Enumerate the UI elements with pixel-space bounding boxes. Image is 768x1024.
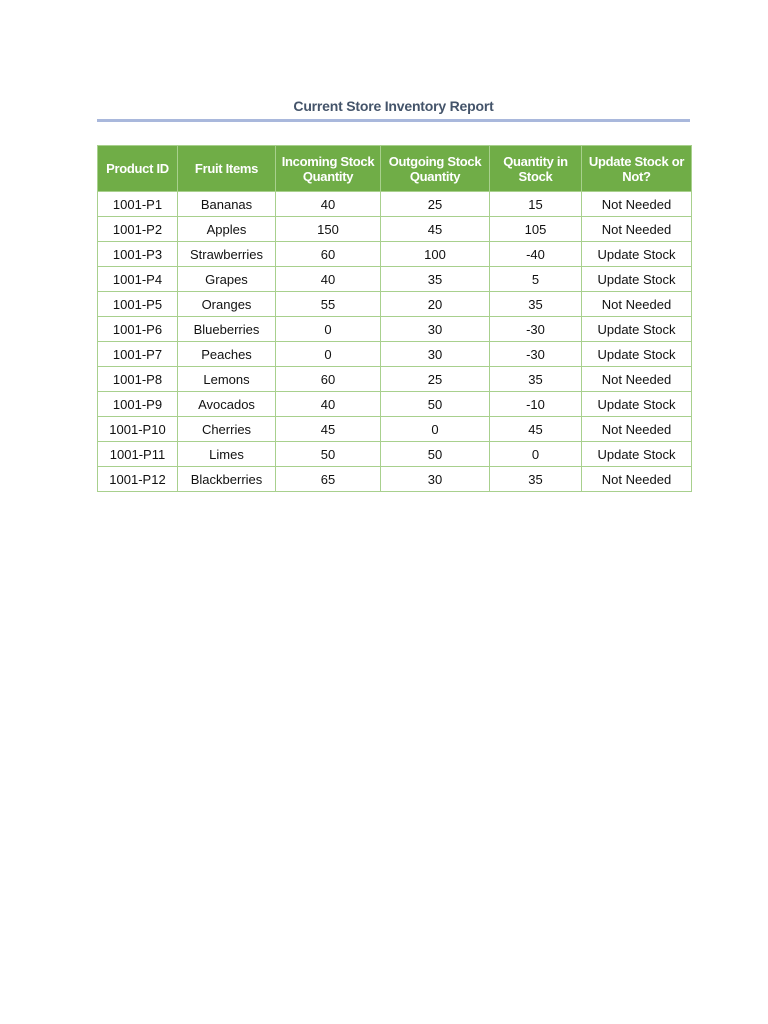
table-row	[98, 267, 692, 292]
in-stock-qty-cell: 35	[490, 367, 582, 392]
outgoing-qty-cell: 35	[381, 267, 490, 292]
header-product-id: Product ID	[98, 146, 178, 192]
title-underline	[97, 119, 690, 122]
header-outgoing-stock: Outgoing Stock Quantity	[381, 146, 490, 192]
table-row	[98, 292, 692, 317]
fruit-item-cell: Oranges	[178, 292, 276, 317]
inventory-table	[97, 145, 692, 492]
table-row	[98, 442, 692, 467]
in-stock-qty-cell: -30	[490, 317, 582, 342]
fruit-item-cell: Lemons	[178, 367, 276, 392]
header-quantity-in-stock: Quantity in Stock	[490, 146, 582, 192]
header-update-stock: Update Stock or Not?	[582, 146, 692, 192]
outgoing-qty-cell: 100	[381, 242, 490, 267]
update-status-cell: Not Needed	[582, 217, 692, 242]
in-stock-qty-cell: 105	[490, 217, 582, 242]
incoming-qty-cell: 45	[276, 417, 381, 442]
product-id-cell: 1001-P5	[98, 292, 178, 317]
table-row	[98, 217, 692, 242]
incoming-qty-cell: 55	[276, 292, 381, 317]
fruit-item-cell: Avocados	[178, 392, 276, 417]
outgoing-qty-cell: 45	[381, 217, 490, 242]
header-fruit-items: Fruit Items	[178, 146, 276, 192]
incoming-qty-cell: 40	[276, 192, 381, 217]
product-id-cell: 1001-P8	[98, 367, 178, 392]
product-id-cell: 1001-P7	[98, 342, 178, 367]
outgoing-qty-cell: 30	[381, 342, 490, 367]
table-row	[98, 392, 692, 417]
product-id-cell: 1001-P3	[98, 242, 178, 267]
incoming-qty-cell: 150	[276, 217, 381, 242]
in-stock-qty-cell: 35	[490, 292, 582, 317]
incoming-qty-cell: 50	[276, 442, 381, 467]
product-id-cell: 1001-P9	[98, 392, 178, 417]
update-status-cell: Not Needed	[582, 292, 692, 317]
update-status-cell: Update Stock	[582, 392, 692, 417]
table-header-row	[98, 146, 692, 192]
fruit-item-cell: Peaches	[178, 342, 276, 367]
update-status-cell: Not Needed	[582, 417, 692, 442]
in-stock-qty-cell: 15	[490, 192, 582, 217]
outgoing-qty-cell: 30	[381, 467, 490, 492]
product-id-cell: 1001-P12	[98, 467, 178, 492]
fruit-item-cell: Cherries	[178, 417, 276, 442]
incoming-qty-cell: 40	[276, 267, 381, 292]
update-status-cell: Update Stock	[582, 267, 692, 292]
table-row	[98, 467, 692, 492]
update-status-cell: Update Stock	[582, 342, 692, 367]
incoming-qty-cell: 60	[276, 242, 381, 267]
fruit-item-cell: Grapes	[178, 267, 276, 292]
table-row	[98, 317, 692, 342]
product-id-cell: 1001-P2	[98, 217, 178, 242]
update-status-cell: Not Needed	[582, 367, 692, 392]
fruit-item-cell: Limes	[178, 442, 276, 467]
outgoing-qty-cell: 25	[381, 367, 490, 392]
outgoing-qty-cell: 50	[381, 442, 490, 467]
in-stock-qty-cell: 35	[490, 467, 582, 492]
fruit-item-cell: Blueberries	[178, 317, 276, 342]
product-id-cell: 1001-P6	[98, 317, 178, 342]
update-status-cell: Update Stock	[582, 317, 692, 342]
table-row	[98, 367, 692, 392]
incoming-qty-cell: 0	[276, 317, 381, 342]
fruit-item-cell: Bananas	[178, 192, 276, 217]
incoming-qty-cell: 0	[276, 342, 381, 367]
outgoing-qty-cell: 50	[381, 392, 490, 417]
in-stock-qty-cell: -30	[490, 342, 582, 367]
table-body	[98, 192, 692, 492]
incoming-qty-cell: 65	[276, 467, 381, 492]
report-title: Current Store Inventory Report	[293, 98, 494, 114]
update-status-cell: Not Needed	[582, 192, 692, 217]
product-id-cell: 1001-P11	[98, 442, 178, 467]
outgoing-qty-cell: 25	[381, 192, 490, 217]
table-row	[98, 192, 692, 217]
outgoing-qty-cell: 0	[381, 417, 490, 442]
table-row	[98, 417, 692, 442]
fruit-item-cell: Apples	[178, 217, 276, 242]
product-id-cell: 1001-P4	[98, 267, 178, 292]
in-stock-qty-cell: 5	[490, 267, 582, 292]
in-stock-qty-cell: -10	[490, 392, 582, 417]
incoming-qty-cell: 40	[276, 392, 381, 417]
in-stock-qty-cell: 45	[490, 417, 582, 442]
update-status-cell: Not Needed	[582, 467, 692, 492]
product-id-cell: 1001-P1	[98, 192, 178, 217]
outgoing-qty-cell: 20	[381, 292, 490, 317]
fruit-item-cell: Blackberries	[178, 467, 276, 492]
outgoing-qty-cell: 30	[381, 317, 490, 342]
fruit-item-cell: Strawberries	[178, 242, 276, 267]
update-status-cell: Update Stock	[582, 242, 692, 267]
table-row	[98, 242, 692, 267]
incoming-qty-cell: 60	[276, 367, 381, 392]
table-row	[98, 342, 692, 367]
in-stock-qty-cell: 0	[490, 442, 582, 467]
header-incoming-stock: Incoming Stock Quantity	[276, 146, 381, 192]
in-stock-qty-cell: -40	[490, 242, 582, 267]
update-status-cell: Update Stock	[582, 442, 692, 467]
product-id-cell: 1001-P10	[98, 417, 178, 442]
